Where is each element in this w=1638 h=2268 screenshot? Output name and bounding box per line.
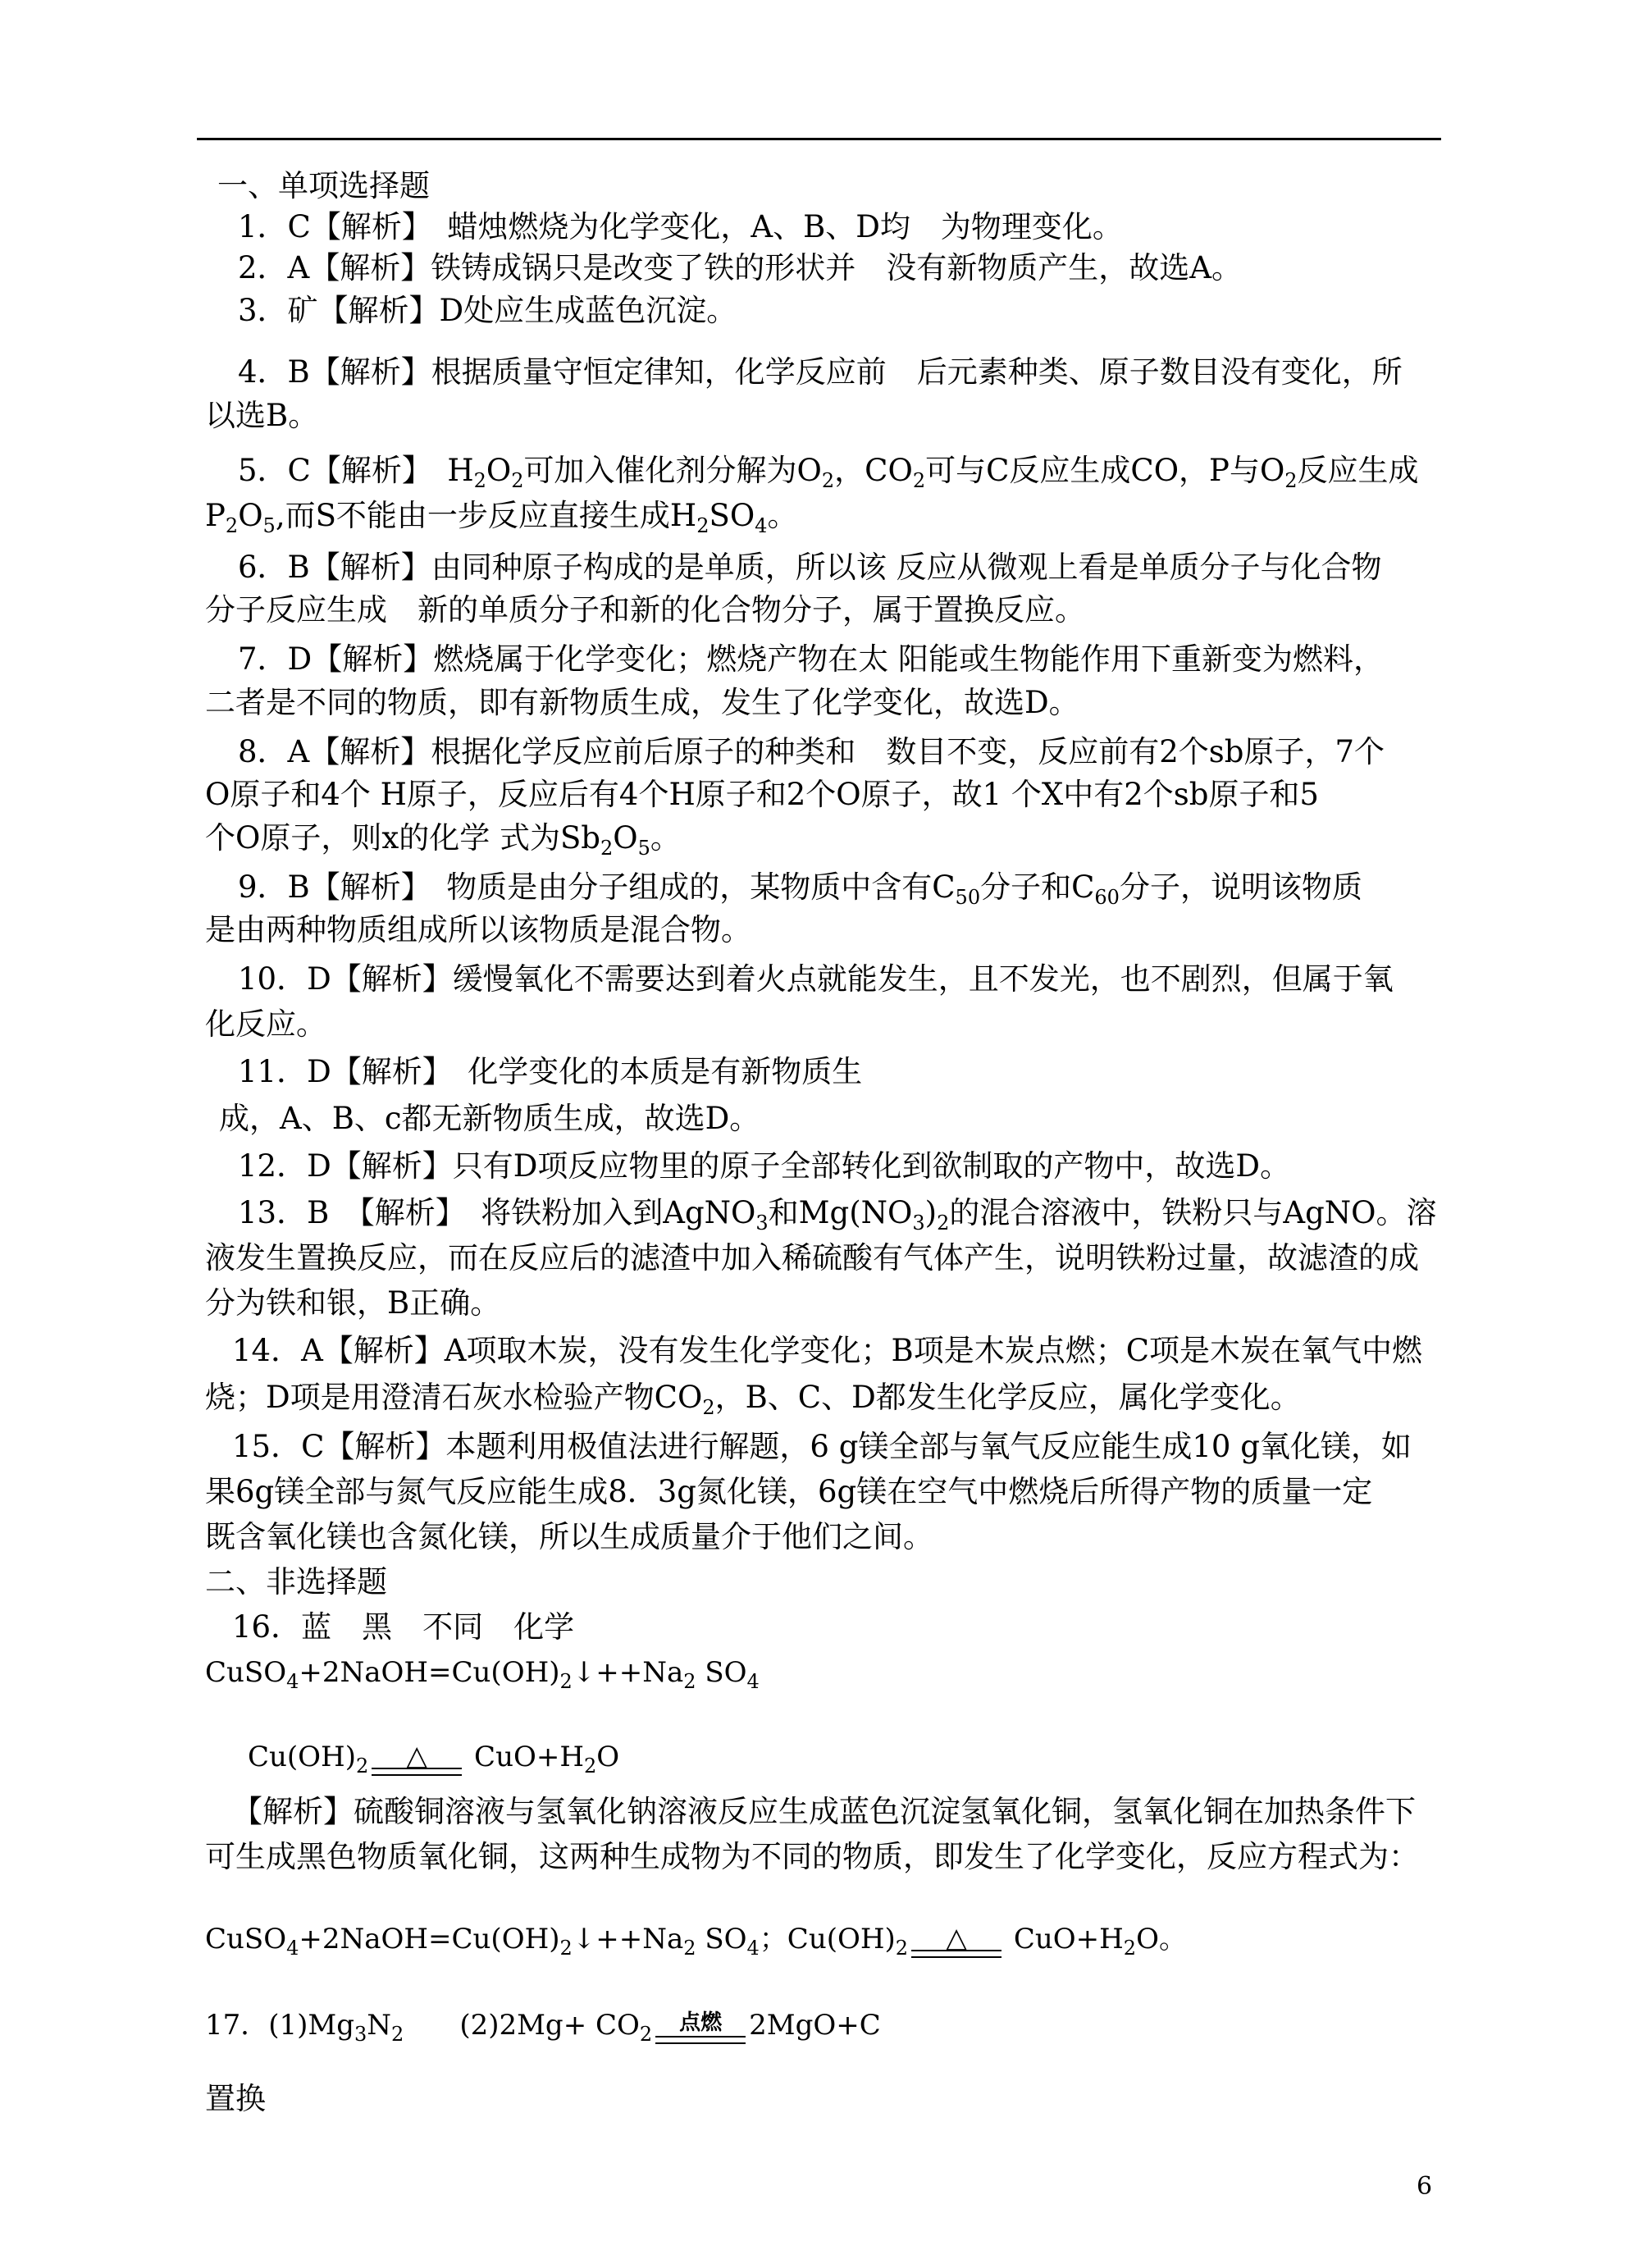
equation-16-2: $Cu(OH)_2$ △ $CuO+H_2O$ [248, 1737, 619, 1786]
heat-condition: △ [908, 1928, 1005, 1968]
equation-16-1: $CuSO_4+2NaOH=Cu(OH)_2↓++Na_2$ $SO_4$ [205, 1656, 760, 1693]
answer-15-line1: 15．C【解析】本题利用极值法进行解题，6 g镁全部与氧气反应能生成10 g氧化镁，如 [232, 1429, 1412, 1464]
equation-16-3: $CuSO_4+2NaOH=Cu(OH)_2↓++Na_2$ $SO_4$；$Cu(OH)_2$ △ $CuO+H_2O$。 [205, 1919, 1187, 1968]
answer-5-line2: $P_2O_5$,而S不能由一步反应直接生成$H_2SO_4$。 [205, 498, 798, 537]
section-heading-nonchoice: 二、非选择题 [205, 1564, 387, 1599]
answer-17-reaction-type: 置换 [205, 2081, 266, 2116]
answer-10-line1: 10．D【解析】缓慢氧化不需要达到着火点就能发生，且不发光，也不剧烈，但属于氧 [238, 961, 1394, 997]
answer-10-line2: 化反应。 [205, 1006, 326, 1042]
answer-4-line2: 以选B。 [205, 398, 319, 433]
answer-8-line3: 个O原子，则x的化学 式为$Sb_2O_5$。 [205, 820, 681, 860]
answer-11-line2: 成，A、B、c都无新物质生成，故选D。 [219, 1101, 760, 1136]
answer-16-explanation-line1: 【解析】硫酸铜溶液与氢氧化钠溶液反应生成蓝色沉淀氢氧化铜，氢氧化铜在加热条件下 [232, 1794, 1416, 1829]
section-heading-choice: 一、单项选择题 [217, 168, 430, 203]
answer-15-line3: 既含氧化镁也含氮化镁，所以生成质量介于他们之间。 [205, 1519, 933, 1554]
heat-condition: △ [368, 1746, 465, 1786]
answer-2: 2．A【解析】铁铸成锅只是改变了铁的形状并 没有新物质产生，故选A。 [238, 250, 1242, 285]
answer-7-line1: 7．D【解析】燃烧属于化学变化；燃烧产物在太 阳能或生物能作用下重新变为燃料， [238, 641, 1384, 677]
answer-14-line1: 14．A【解析】A项取木炭，没有发生化学变化；B项是木炭点燃；C项是木炭在氧气中燃 [232, 1333, 1423, 1368]
answer-4-line1: 4．B【解析】根据质量守恒定律知，化学反应前 后元素种类、原子数目没有变化，所 [238, 354, 1403, 390]
answer-8-line2: O原子和4个 H原子，反应后有4个H原子和2个O原子，故1 个X中有2个sb原子和5 [205, 777, 1319, 812]
page-number: 6 [1417, 2172, 1433, 2201]
answer-13-line1: 13．B 【解析】 将铁粉加入到AgNO$_3$和$Mg(NO_3)_2$的混合溶液中，铁粉只与AgNO。溶 [238, 1195, 1437, 1234]
answer-14-line2: 烧；D项是用澄清石灰水检验产物$CO_2$，B、C、D都发生化学反应，属化学变化。 [205, 1380, 1301, 1419]
answer-1: 1．C【解析】 蜡烛燃烧为化学变化，A、B、D均 为物理变化。 [238, 209, 1123, 244]
answer-17-equation: 17．$(1)Mg_3N_2$ $(2)2Mg+ CO_2$ 点燃 2MgO+C [205, 2006, 881, 2054]
answer-16: 16．蓝 黑 不同 化学 [232, 1609, 575, 1645]
answer-7-line2: 二者是不同的物质，即有新物质生成，发生了化学变化，故选D。 [205, 685, 1079, 720]
answer-3: 3．矿【解析】D处应生成蓝色沉淀。 [238, 293, 737, 328]
answer-11-line1: 11．D【解析】 化学变化的本质是有新物质生 [238, 1054, 863, 1089]
answer-9-line2: 是由两种物质组成所以该物质是混合物。 [205, 912, 751, 947]
answer-9-line1: 9．B【解析】 物质是由分子组成的，某物质中含有$C_{50}$分子和$C_{60}$分子，说明该物质 [238, 869, 1362, 909]
answer-13-line3: 分为铁和银，B正确。 [205, 1285, 501, 1321]
answer-8-line1: 8．A【解析】根据化学反应前后原子的种类和 数目不变，反应前有2个sb原子，7个 [238, 734, 1385, 769]
answer-12: 12．D【解析】只有D项反应物里的原子全部转化到欲制取的产物中，故选D。 [238, 1148, 1291, 1184]
answer-6-line2: 分子反应生成 新的单质分子和新的化合物分子，属于置换反应。 [205, 592, 1085, 627]
header-rule [197, 138, 1441, 140]
answer-15-line2: 果6g镁全部与氮气反应能生成8．3g氮化镁，6g镁在空气中燃烧后所得产物的质量一定 [205, 1474, 1373, 1509]
answer-13-line2: 液发生置换反应，而在反应后的滤渣中加入稀硫酸有气体产生，说明铁粉过量，故滤渣的成 [205, 1240, 1419, 1275]
answer-6-line1: 6．B【解析】由同种原子构成的是单质，所以该 反应从微观上看是单质分子与化合物 [238, 550, 1382, 585]
ignite-condition: 点燃 [652, 2015, 749, 2054]
answer-16-explanation-line2: 可生成黑色物质氧化铜，这两种生成物为不同的物质，即发生了化学变化，反应方程式为： [205, 1839, 1419, 1874]
answer-5-line1: 5．C【解析】 $H_2O_2$可加入催化剂分解为$O_2$，$CO_2$可与C反应生成CO，P与$O_2$反应生成 [238, 453, 1419, 492]
